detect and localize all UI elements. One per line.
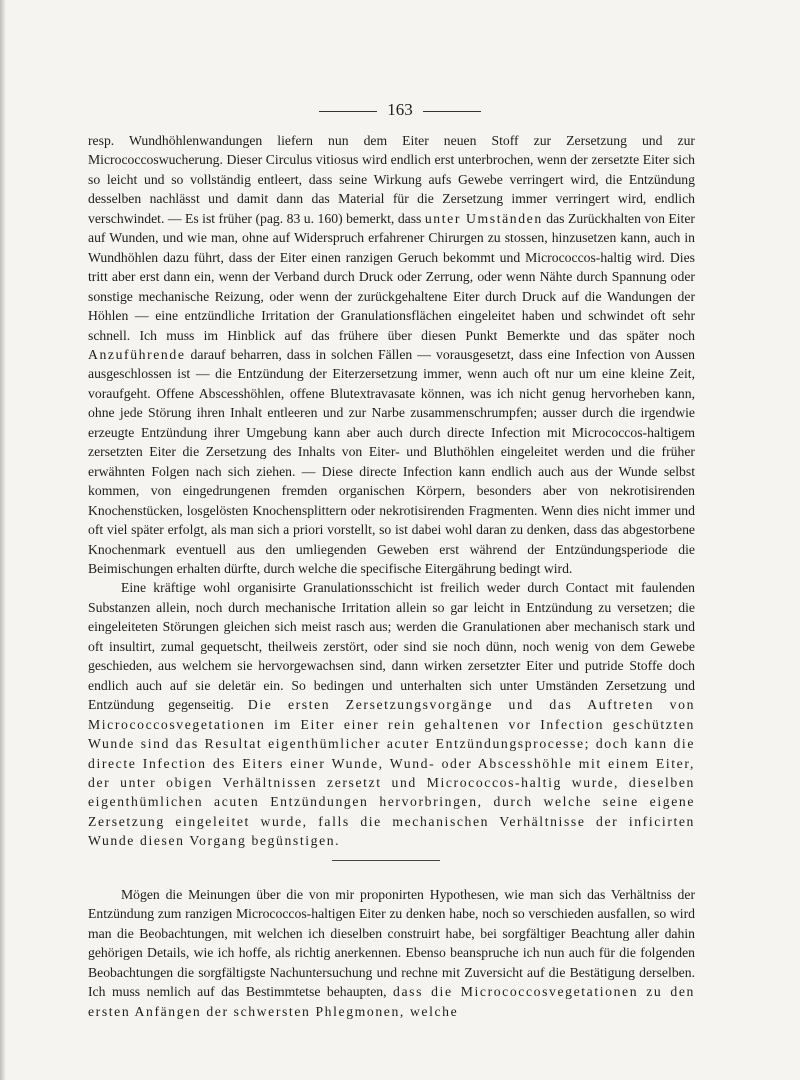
page-header	[0, 100, 800, 120]
text-run: das Zurückhalten von Eiter auf Wunden, und wie man, ohne auf Widerspruch erfahrener Chirurgen zu stossen, hinzusetzen kann, auch in Wundhöhlen dazu führt, dass der Eiter einen ranzigen Geruch bekommt und Micrococcos-haltig wird. Dies tritt aber erst dann ein, wenn der Verband durch Druck oder Zerrung, oder wenn Nähte durch Spannung oder sonstige mechanische Reizung, oder wenn der zurückgehaltene Eiter durch Druck auf die Wandungen der Höhlen — eine entzündliche Irritation der Granulationsflächen eingeleitet haben und schwindet oft sehr schnell. Ich muss im Hinblick auf das frühere über diesen Punkt Bemerkte und das später noch	[88, 210, 695, 343]
header-rule-left	[319, 111, 377, 112]
page-edge-shadow	[0, 0, 6, 1080]
text-run: Mögen die Meinungen über die von mir proponirten Hypothesen, wie man sich das Verhältniss der Entzündung zum ranzigen Micrococcos-haltigen Eiter zu denken habe, noch so verschieden ausfallen, so wird man die Beobachtungen, mit welchen ich dieselben construirt habe, bei sorgfältiger Beachtung aller dahin gehörigen Details, wie ich hoffe, als richtig anerkennen. Ebenso beanspruche ich nun auch für die folgenden Beobachtungen die sorgfältigste Nachuntersuchung und rechne mit Zuversicht auf die Bestätigung derselben. Ich muss nemlich auf das Bestimmtetse behaupten,	[88, 887, 695, 1000]
text-run: darauf beharren, dass in solchen Fällen — vorausgesetzt, dass eine Infection von Aussen ausgeschlossen ist — die Entzündung der Eiterzersetzung immer, wenn auch oft nur um eine kleine Zeit, voraufgeht. Offene Abscesshöhlen, offene Blutextravasate können, was ich nicht genug hervorheben kann, ohne jede Störung ihren Inhalt entleeren und zur Narbe zusammenschrumpfen; ausser durch die irgendwie erzeugte Entzündung ihrer Umgebung kann aber auch durch directe Infection mit Micrococcos-haltigem zersetzten Eiter die Zersetzung des Inhalts von Eiter- und Bluthöhlen eingeleitet werden und die früher erwähnten Folgen nach sich ziehen. — Diese directe Infection kann endlich auch aus der Wunde selbst kommen, von eingedrungenen fremden organischen Körpern, besonders aber von nekrotisirenden Knochenstücken, losgelösten Knochensplittern oder nekrotisirenden Fragmenten. Wenn dies nicht immer und oft viel später erfolgt, als man sich a priori vorstellt, so ist dabei wohl daran zu denken, dass das abgestorbene Knochenmark eventuell aus den umliegenden Geweben erst während der Entzündungsperiode die Beimischungen erhalten dürfte, durch welche die specifische Eitergährung bedingt wird.	[88, 346, 695, 576]
text-run: Eine kräftige wohl organisirte Granulationsschicht ist freilich weder durch Contact mit faulenden Substanzen allein, noch durch mechanische Irritation allein so gar leicht in Entzündung zu versetzen; die eingeleiteten Störungen gleichen sich meist rasch aus; werden die Granulationen aber mechanisch stark und oft insultirt, zumal gequetscht, theilweis zerstört, oder sind sie noch dünn, noch wenig von dem Gewebe geschieden, aus welchem sie hervorgewachsen sind, dann wirken zersetzter Eiter und putride Stoffe doch endlich auch auf sie deletär ein. So bedingen und unterhalten sich unter Umständen Zersetzung und Entzündung gegenseitig.	[88, 580, 695, 713]
section-divider	[332, 860, 440, 861]
paragraph	[88, 131, 695, 578]
paragraph	[88, 885, 695, 1021]
main-text-block	[88, 131, 695, 851]
page-number: 163	[387, 100, 413, 119]
paragraph	[88, 578, 695, 850]
second-text-block	[88, 885, 695, 1021]
header-rule-right	[423, 111, 481, 112]
text-run: resp. Wundhöhlenwandungen liefern nun dem Eiter neuen Stoff zur Zersetzung und zur Micrococcoswucherung. Dieser Circulus vitiosus wird endlich erst unterbrochen, wenn der zersetzte Eiter sich so leicht und so vollständig entleert, dass seine Wirkung aufs Gewebe verringert wird, die Entzündung desselben nachlässt und damit dann das Material für die Zersetzung immer verringert wird, endlich verschwindet. — Es ist früher (pag. 83 u. 160) bemerkt, dass	[88, 133, 695, 226]
emphasis-spaced: Anzuführende	[88, 346, 186, 362]
emphasis-spaced: unter Umständen	[424, 210, 543, 226]
emphasis-spaced: dass die Micrococcosvegetationen zu den ersten Anfängen der schwersten Phlegmonen, welche	[88, 984, 695, 1019]
emphasis-spaced: Die ersten Zersetzungsvorgänge und das Auftreten von Micrococcosvegetationen im Eiter einer rein gehaltenen vor Infection geschützten Wunde sind das Resultat eigenthümlicher acuter Entzündungsprocesse; doch kann die directe Infection des Eiters einer Wunde, Wund- oder Abscesshöhle mit einem Eiter, der unter obigen Verhältnissen zersetzt und Micrococcos-haltig wurde, dieselben eigenthümlichen acuten Entzündungen hervorbringen, durch welche seine eigene Zersetzung eingeleitet wurde, falls die mechanischen Verhältnisse der inficirten Wunde diesen Vorgang begünstigen.	[88, 697, 696, 849]
